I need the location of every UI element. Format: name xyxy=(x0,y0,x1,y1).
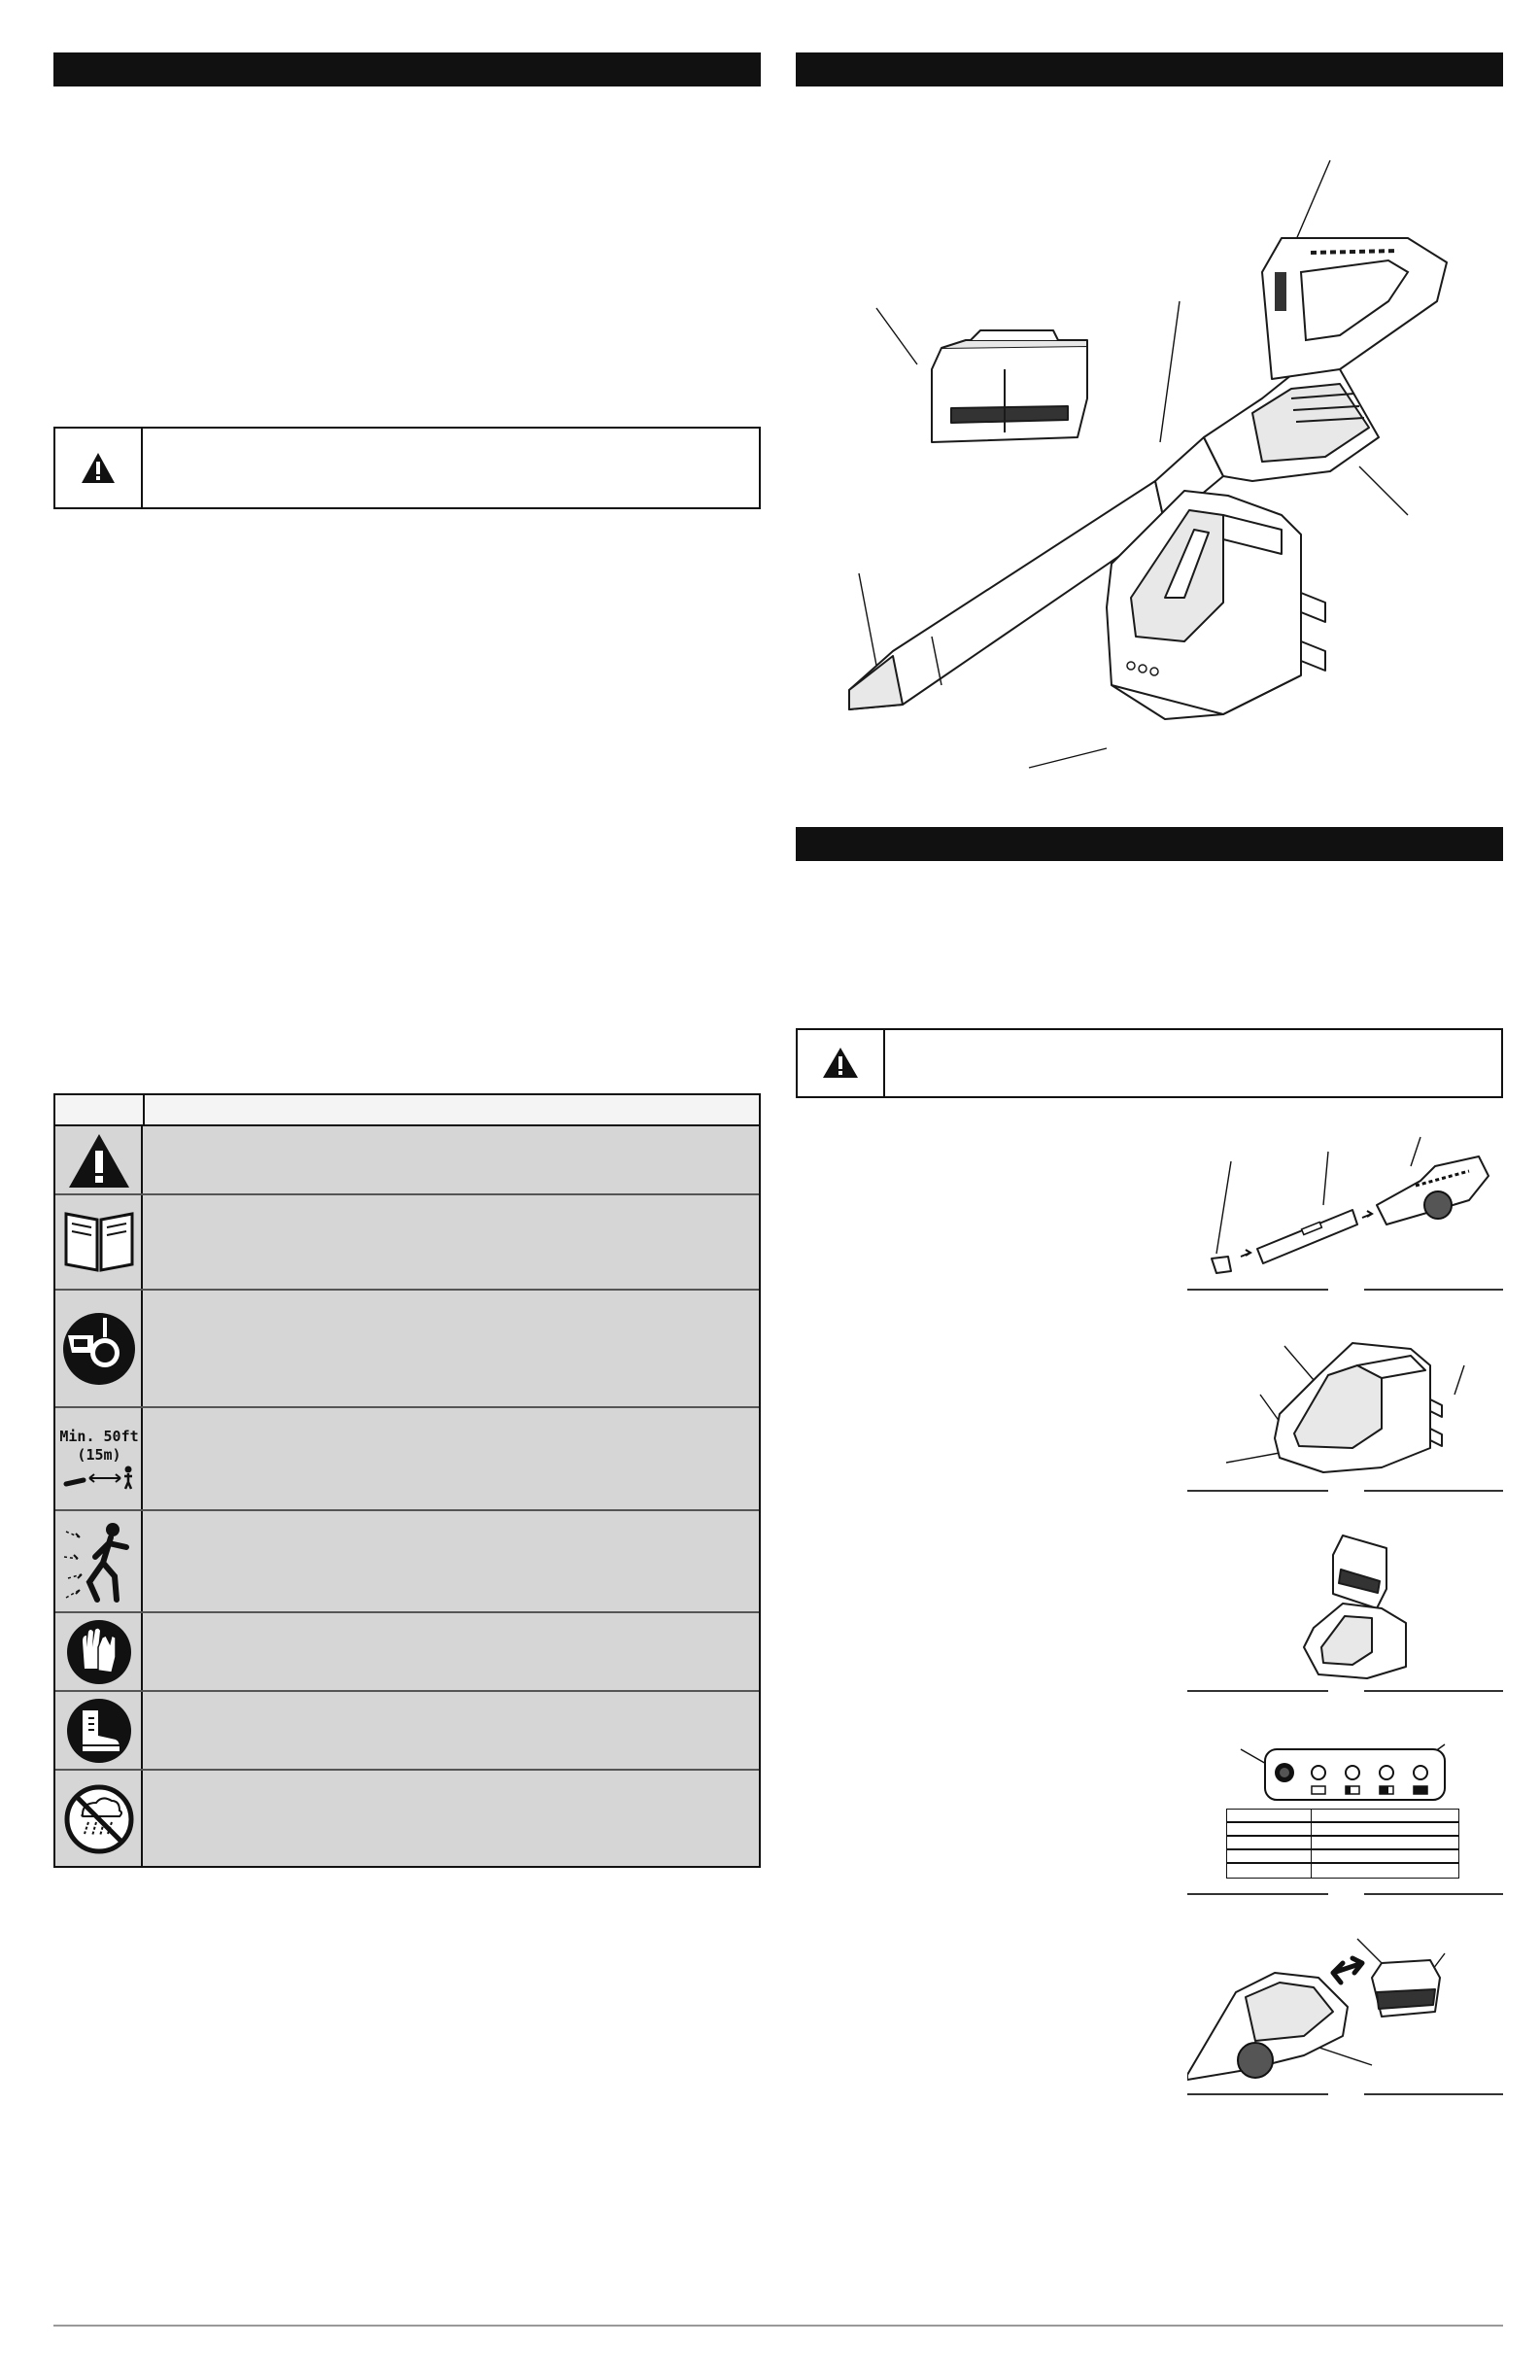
gloves-icon xyxy=(65,1618,133,1686)
fig2-caption-line-left xyxy=(1187,1490,1328,1492)
read-manual-icon xyxy=(62,1208,136,1276)
battery-in-charger-figure xyxy=(1187,1511,1503,1686)
symbol-row-eye-ear xyxy=(55,1291,143,1406)
charger-figure xyxy=(1187,1322,1503,1487)
symbol-row-boots xyxy=(55,1692,143,1769)
warning-triangle-icon xyxy=(66,1131,132,1191)
distance-text-line1: Min. 50ft xyxy=(59,1428,139,1445)
distance-text-line2: (15m) xyxy=(77,1446,121,1464)
symbol-table-header xyxy=(55,1095,759,1126)
charge-indicator-table xyxy=(1226,1809,1459,1879)
battery-install-figure xyxy=(1187,1929,1503,2094)
fig3-caption-line-right xyxy=(1364,1690,1503,1692)
product-illustration xyxy=(796,146,1503,816)
symbol-row-warning xyxy=(55,1128,143,1193)
fig5-caption-line-left xyxy=(1187,2093,1328,2095)
fig3-caption-line-left xyxy=(1187,1690,1328,1692)
symbol-row-distance xyxy=(55,1408,143,1509)
charge-indicator-figure xyxy=(1187,1730,1503,1808)
symbol-row-gloves xyxy=(55,1613,143,1690)
right-warning-box xyxy=(796,1028,1503,1098)
no-rain-icon xyxy=(63,1783,135,1855)
left-section-header-bar xyxy=(53,52,761,86)
fig2-caption-line-right xyxy=(1364,1490,1503,1492)
tube-assembly-figure xyxy=(1187,1132,1503,1288)
footer-rule xyxy=(53,2325,1503,2327)
eye-ear-protection-icon xyxy=(60,1310,138,1388)
thrown-objects-icon xyxy=(60,1518,138,1605)
symbol-row-read-manual xyxy=(55,1195,143,1289)
warning-triangle-icon xyxy=(80,451,117,486)
symbol-row-no-rain xyxy=(55,1771,143,1868)
symbol-row-thrown-objects xyxy=(55,1511,143,1611)
fig5-caption-line-right xyxy=(1364,2093,1503,2095)
right-warning-icon-cell xyxy=(798,1030,885,1096)
left-warning-icon-cell xyxy=(55,429,143,507)
keep-distance-icon xyxy=(62,1465,136,1490)
safety-symbol-table xyxy=(53,1093,761,1868)
boots-icon xyxy=(65,1697,133,1765)
fig4-caption-line-left xyxy=(1187,1893,1328,1895)
right-section-header-bar-1 xyxy=(796,52,1503,86)
fig1-caption-line-right xyxy=(1364,1289,1503,1291)
left-warning-box xyxy=(53,427,761,509)
battery-pack-drawing xyxy=(932,330,1087,442)
fig4-caption-line-right xyxy=(1364,1893,1503,1895)
fig1-caption-line-left xyxy=(1187,1289,1328,1291)
warning-triangle-icon xyxy=(821,1046,860,1081)
right-section-header-bar-2 xyxy=(796,827,1503,861)
